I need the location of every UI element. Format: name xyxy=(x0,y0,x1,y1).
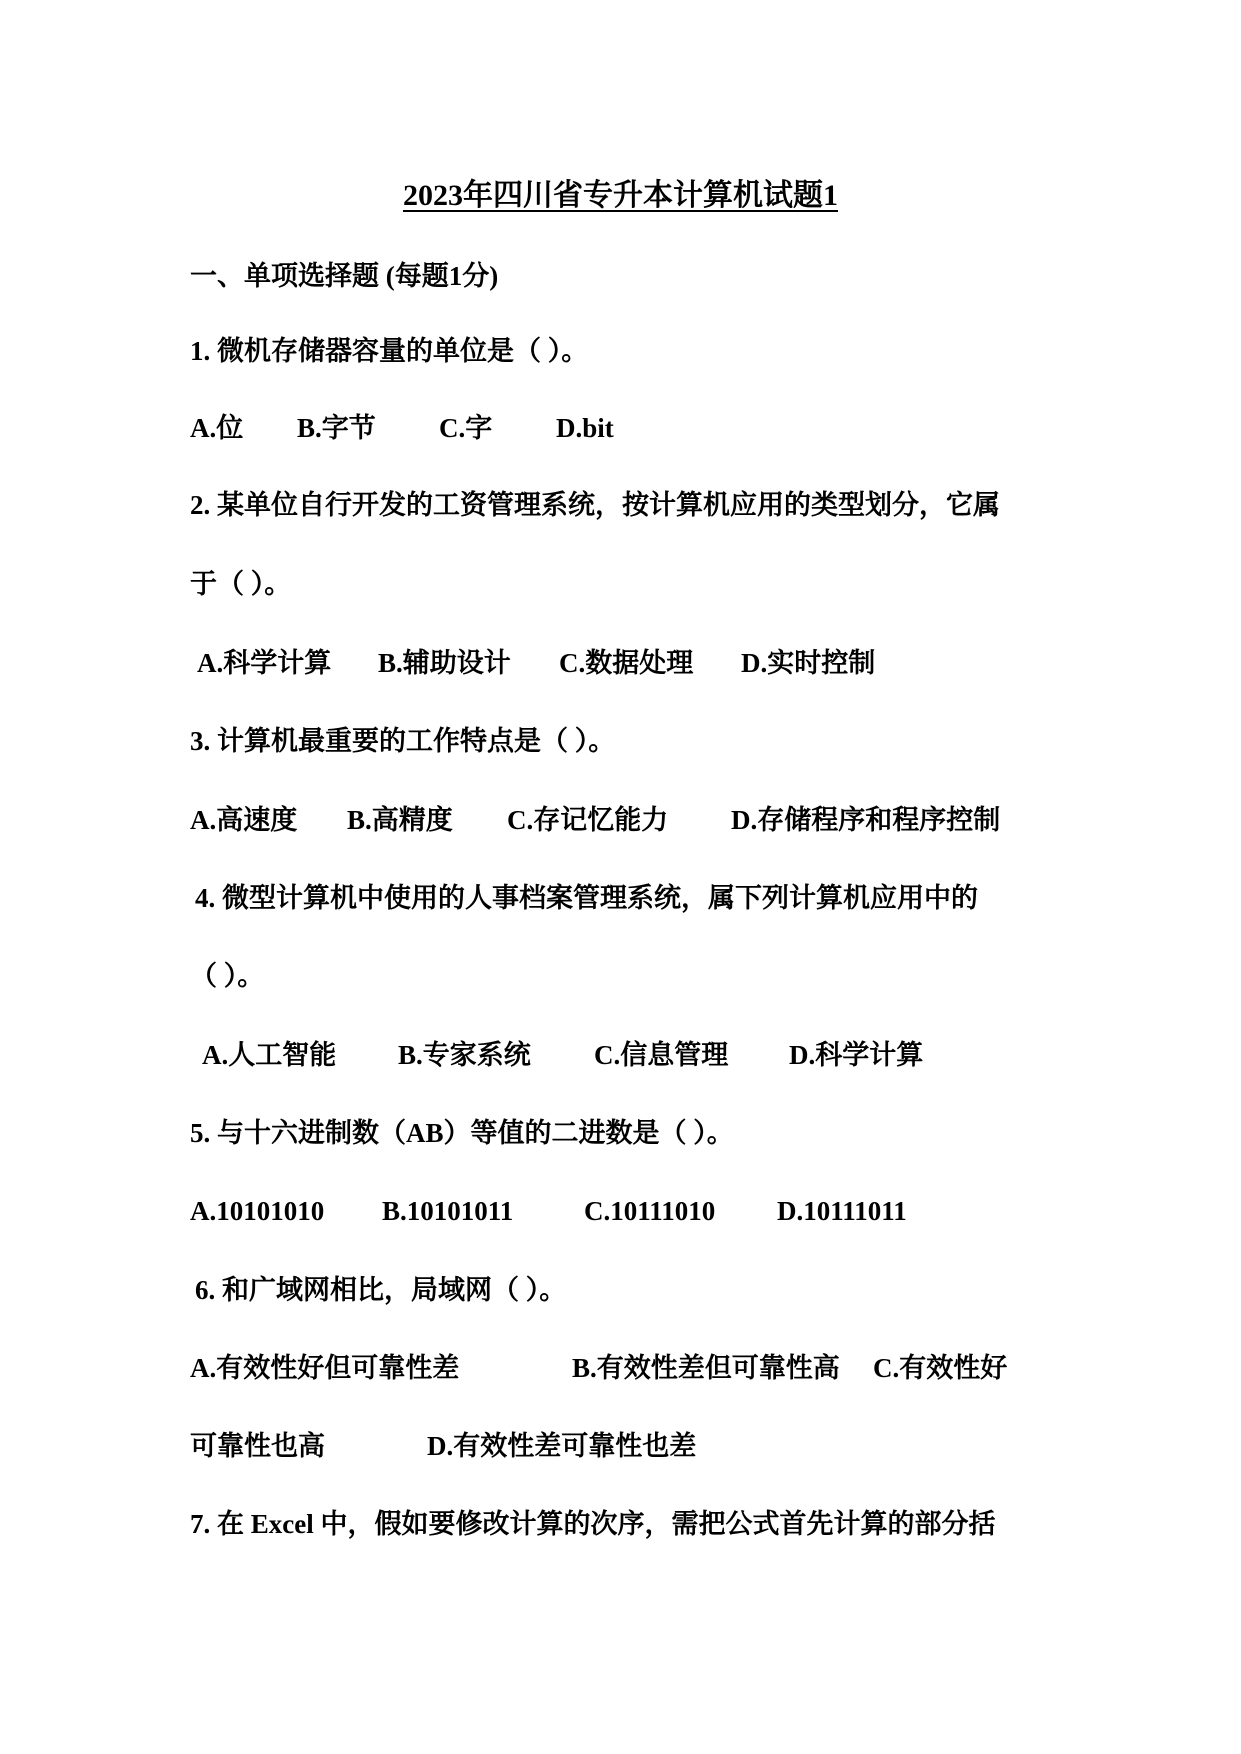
document-title: 2023年四川省专升本计算机试题1 xyxy=(403,179,838,212)
question-4-stem-line-2: （ ）。 xyxy=(190,961,265,991)
question-1-option-d: D.bit xyxy=(556,413,614,443)
question-1-stem: 1. 微机存储器容量的单位是（ ）。 xyxy=(190,336,589,366)
question-3-option-a: A.高速度 xyxy=(190,805,298,835)
question-4-option-a: A.人工智能 xyxy=(202,1040,337,1070)
question-6-option-c-continued: 可靠性也高 xyxy=(190,1431,325,1461)
question-4-options xyxy=(202,1037,1102,1073)
question-6-options-line-2 xyxy=(190,1428,1090,1464)
question-4-option-c: C.信息管理 xyxy=(594,1040,729,1070)
question-5-option-c: C.10111010 xyxy=(584,1196,716,1226)
question-4-option-b: B.专家系统 xyxy=(398,1040,531,1070)
question-2-stem-line-1: 2. 某单位自行开发的工资管理系统，按计算机应用的类型划分，它属 xyxy=(190,490,1000,520)
question-3-option-c: C.存记忆能力 xyxy=(507,805,669,835)
question-6-options-line-1 xyxy=(190,1350,1090,1386)
question-3-stem: 3. 计算机最重要的工作特点是（ ）。 xyxy=(190,726,616,756)
question-6-option-b: B.有效性差但可靠性高 xyxy=(572,1353,840,1383)
section-heading: 一、单项选择题 (每题1分) xyxy=(190,261,499,291)
question-3-option-b: B.高精度 xyxy=(347,805,453,835)
question-2-option-a: A.科学计算 xyxy=(197,648,332,678)
question-4-option-d: D.科学计算 xyxy=(789,1040,924,1070)
question-7-stem: 7. 在 Excel 中，假如要修改计算的次序，需把公式首先计算的部分括 xyxy=(190,1509,996,1539)
question-1-option-a: A.位 xyxy=(190,413,244,443)
question-4-stem-line-1: 4. 微型计算机中使用的人事档案管理系统，属下列计算机应用中的 xyxy=(195,883,978,913)
question-2-stem-line-2: 于（ ）。 xyxy=(190,569,292,599)
question-3-option-d: D.存储程序和程序控制 xyxy=(731,805,1001,835)
question-2-option-b: B.辅助设计 xyxy=(378,648,511,678)
question-1-options xyxy=(190,410,1090,446)
question-6-stem: 6. 和广域网相比，局域网（ ）。 xyxy=(195,1275,567,1305)
question-2-option-d: D.实时控制 xyxy=(741,648,876,678)
question-6-option-c: C.有效性好 xyxy=(873,1353,1008,1383)
question-3-options xyxy=(190,802,1090,838)
question-6-option-a: A.有效性好但可靠性差 xyxy=(190,1353,460,1383)
question-6-option-d: D.有效性差可靠性也差 xyxy=(427,1431,697,1461)
question-5-stem: 5. 与十六进制数（AB）等值的二进数是（ ）。 xyxy=(190,1118,734,1148)
question-5-options xyxy=(190,1193,1090,1229)
question-5-option-a: A.10101010 xyxy=(190,1196,325,1226)
question-1-option-c: C.字 xyxy=(439,413,493,443)
question-5-option-b: B.10101011 xyxy=(382,1196,514,1226)
question-2-option-c: C.数据处理 xyxy=(559,648,694,678)
question-2-options xyxy=(197,645,1097,681)
question-5-option-d: D.10111011 xyxy=(777,1196,907,1226)
question-1-option-b: B.字节 xyxy=(297,413,376,443)
